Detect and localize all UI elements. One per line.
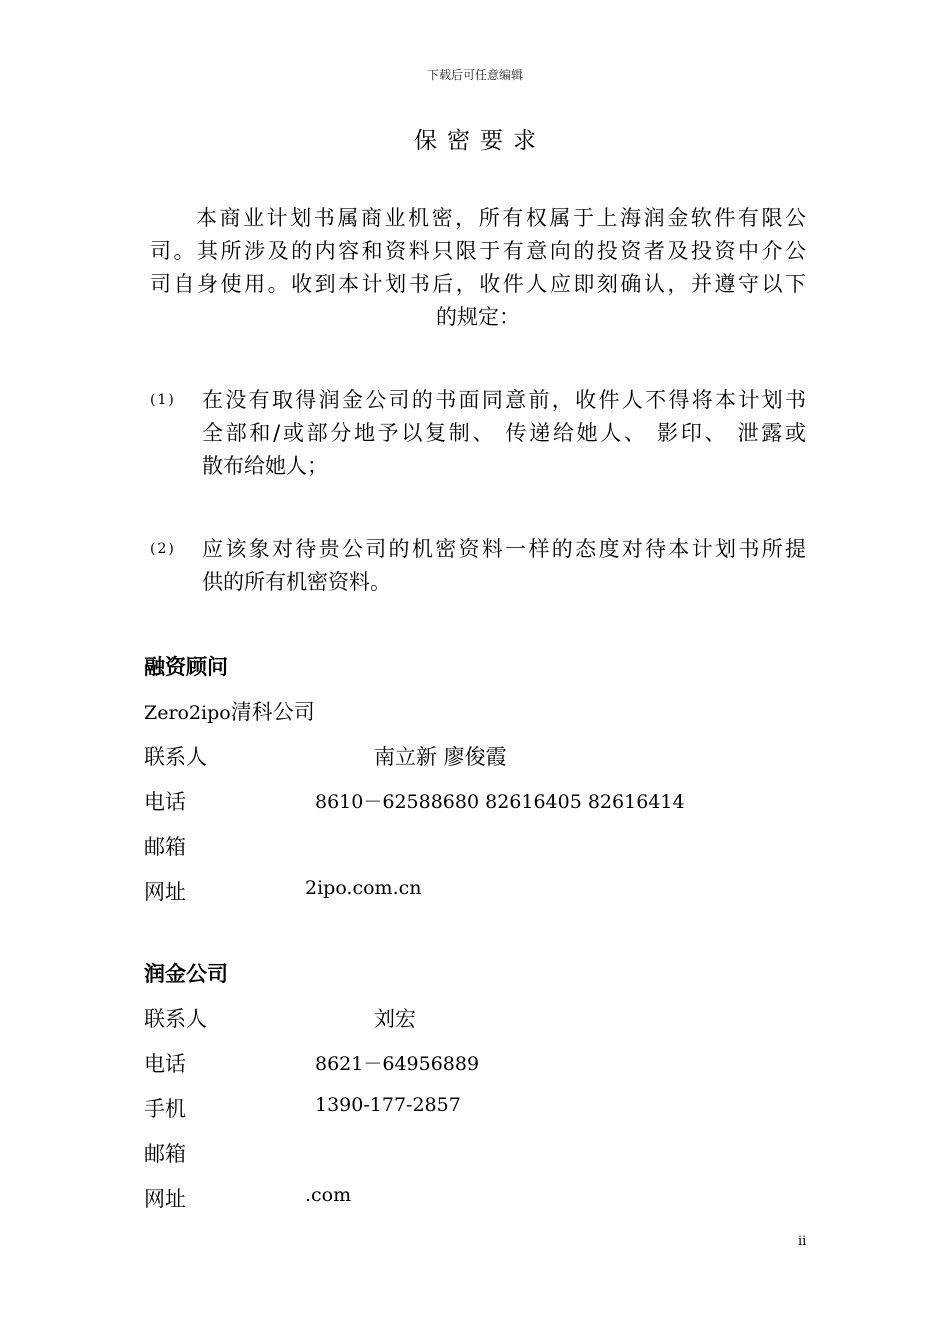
runjin-email-label: 邮箱 — [144, 1142, 186, 1166]
intro-line-2: 司。其所涉及的内容和资料只限于有意向的投资者及投资中介公 — [150, 239, 806, 263]
advisor-company — [144, 696, 315, 726]
intro-paragraph — [150, 202, 806, 334]
intro-line-1: 本商业计划书属商业机密，所有权属于上海润金软件有限公 — [196, 206, 806, 230]
runjin-contact-label: 联系人 — [144, 1007, 207, 1031]
advisor-section-title: 融资顾问 — [144, 655, 228, 679]
intro-line-4: 的规定： — [436, 305, 520, 329]
advisor-company-latin: Zero2ipo — [144, 702, 231, 724]
page-title: 保密要求 — [414, 128, 546, 154]
runjin-phone-label: 电话 — [144, 1052, 186, 1076]
advisor-email-label: 邮箱 — [144, 835, 186, 859]
advisor-phone-label: 电话 — [144, 790, 186, 814]
runjin-web-label: 网址 — [144, 1187, 186, 1211]
rule-item-line: 供的所有机密资料。 — [202, 570, 391, 594]
rule-item-1 — [150, 384, 806, 483]
header-note: 下载后可任意编辑 — [426, 68, 523, 82]
rule-item-number: (2) — [150, 541, 176, 557]
page-number: ii — [798, 1234, 807, 1249]
runjin-mobile-value: 1390-177-2857 — [315, 1094, 461, 1116]
rule-item-line: 在没有取得润金公司的书面同意前，收件人不得将本计划书 — [202, 388, 806, 412]
runjin-web-value: .com — [305, 1184, 352, 1206]
rule-item-number: (1) — [150, 392, 176, 408]
rule-item-2 — [150, 533, 806, 599]
advisor-web-value: 2ipo.com.cn — [305, 877, 422, 899]
runjin-mobile-label: 手机 — [144, 1097, 186, 1121]
runjin-section-title: 润金公司 — [144, 962, 228, 986]
runjin-phone-value: 8621－64956889 — [315, 1053, 480, 1075]
runjin-contact-value: 刘宏 — [374, 1007, 416, 1031]
rule-item-line: 应该象对待贵公司的机密资料一样的态度对待本计划书所提 — [202, 537, 806, 561]
rule-item-line: 散布给她人； — [202, 454, 328, 478]
advisor-company-cjk: 清科公司 — [230, 700, 315, 724]
advisor-web-label: 网址 — [144, 880, 186, 904]
advisor-phone-value: 8610－62588680 82616405 82616414 — [315, 791, 685, 813]
advisor-contact-label: 联系人 — [144, 745, 207, 769]
rule-item-line: 全部和/或部分地予以复制、 传递给她人、 影印、 泄露或 — [202, 421, 806, 445]
intro-line-3: 司自身使用。收到本计划书后，收件人应即刻确认，并遵守以下 — [150, 272, 806, 296]
advisor-contact-value: 南立新 廖俊霞 — [374, 745, 507, 769]
